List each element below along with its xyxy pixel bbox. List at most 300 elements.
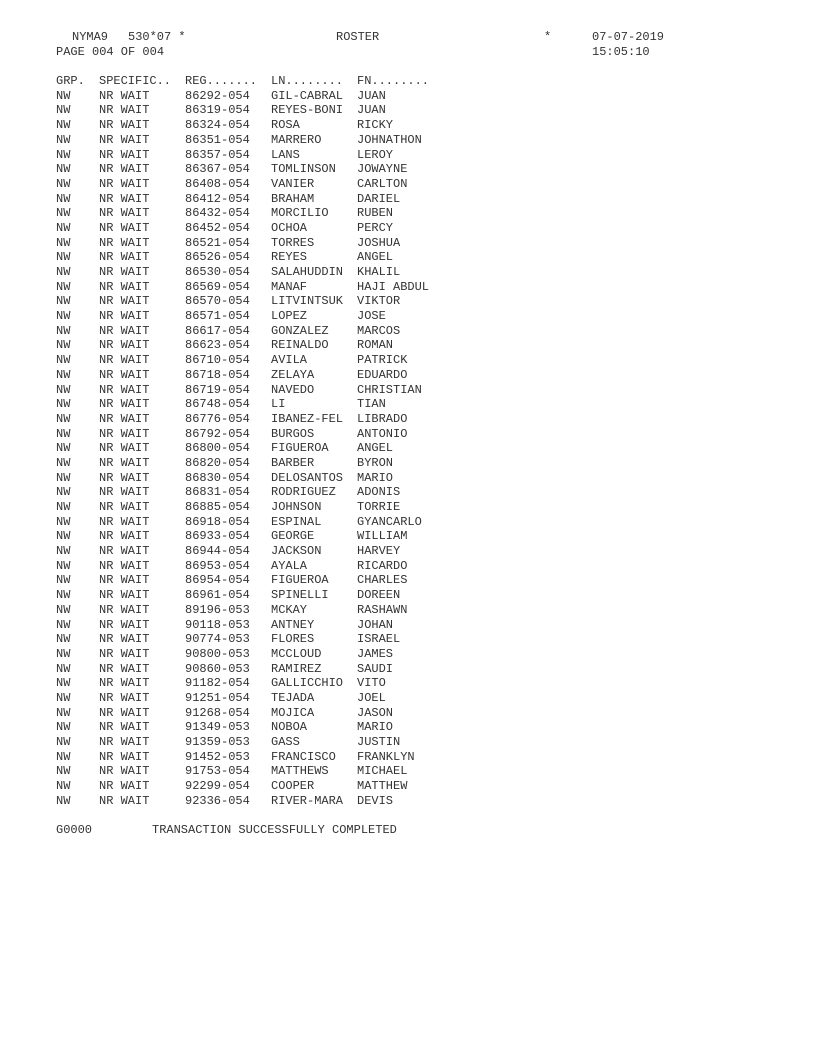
row-last-name: BARBER [271, 455, 315, 470]
row-last-name: VANIER [271, 176, 315, 191]
roster-row [56, 368, 756, 383]
row-specific: NR WAIT [99, 661, 150, 676]
row-grp: NW [56, 676, 71, 691]
row-reg-number: 86820-054 [185, 455, 250, 470]
row-reg-number: 86792-054 [185, 426, 250, 441]
row-reg-number: 86830-054 [185, 470, 250, 485]
row-last-name: LITVINTSUK [271, 294, 344, 309]
roster-row [56, 162, 756, 177]
row-last-name: FLORES [271, 632, 315, 647]
row-specific: NR WAIT [99, 676, 150, 691]
row-last-name: JACKSON [271, 544, 322, 559]
row-last-name: AVILA [271, 353, 308, 368]
row-reg-number: 92336-054 [185, 793, 250, 808]
row-reg-number: 86719-054 [185, 382, 250, 397]
row-reg-number: 91753-054 [185, 764, 250, 779]
roster-report [56, 30, 756, 838]
row-first-name: ISRAEL [357, 632, 401, 647]
row-grp: NW [56, 147, 71, 162]
row-first-name: RUBEN [357, 206, 394, 221]
row-grp: NW [56, 426, 71, 441]
row-specific: NR WAIT [99, 646, 150, 661]
row-grp: NW [56, 279, 71, 294]
row-reg-number: 86319-054 [185, 103, 250, 118]
row-reg-number: 92299-054 [185, 779, 250, 794]
row-first-name: ANTONIO [357, 426, 408, 441]
row-first-name: PATRICK [357, 353, 408, 368]
row-reg-number: 86408-054 [185, 176, 250, 191]
roster-rows [56, 89, 756, 809]
roster-row [56, 427, 756, 442]
row-reg-number: 86617-054 [185, 323, 250, 338]
status-line [56, 823, 756, 838]
row-grp: NW [56, 353, 71, 368]
row-last-name: NAVEDO [271, 382, 315, 397]
row-grp: NW [56, 441, 71, 456]
roster-row [56, 529, 756, 544]
row-specific: NR WAIT [99, 88, 150, 103]
roster-row [56, 309, 756, 324]
row-reg-number: 90118-053 [185, 617, 250, 632]
row-specific: NR WAIT [99, 265, 150, 279]
row-first-name: BYRON [357, 455, 394, 470]
row-specific: NR WAIT [99, 793, 150, 808]
row-grp: NW [56, 103, 71, 118]
roster-row [56, 353, 756, 368]
roster-row [56, 676, 756, 691]
row-reg-number: 89196-053 [185, 602, 250, 617]
column-header-reg: REG....... [185, 74, 258, 89]
row-last-name: REINALDO [271, 338, 329, 353]
row-reg-number: 86357-054 [185, 147, 250, 162]
row-first-name: LEROY [357, 147, 394, 162]
row-first-name: JUAN [357, 88, 386, 103]
header-star: * [544, 30, 552, 44]
row-specific: NR WAIT [99, 602, 150, 617]
system-id: NYMA9 [72, 30, 109, 44]
row-specific: NR WAIT [99, 279, 150, 294]
row-grp: NW [56, 176, 71, 191]
row-grp: NW [56, 573, 71, 588]
row-grp: NW [56, 485, 71, 500]
row-reg-number: 90860-053 [185, 661, 250, 676]
row-first-name: JASON [357, 705, 394, 720]
row-reg-number: 86718-054 [185, 367, 250, 382]
row-grp: NW [56, 529, 71, 544]
roster-row [56, 559, 756, 574]
row-first-name: JAMES [357, 646, 394, 661]
row-first-name: JOWAYNE [357, 162, 408, 177]
row-reg-number: 86452-054 [185, 220, 250, 235]
row-grp: NW [56, 558, 71, 573]
row-reg-number: 86710-054 [185, 353, 250, 368]
row-reg-number: 86432-054 [185, 206, 250, 221]
row-last-name: AYALA [271, 558, 308, 573]
row-specific: NR WAIT [99, 705, 150, 720]
status-message: TRANSACTION SUCCESSFULLY COMPLETED [152, 823, 397, 838]
row-reg-number: 86412-054 [185, 191, 250, 206]
row-grp: NW [56, 470, 71, 485]
row-grp: NW [56, 206, 71, 221]
row-reg-number: 86367-054 [185, 162, 250, 177]
row-first-name: JOHAN [357, 617, 394, 632]
row-last-name: ZELAYA [271, 367, 315, 382]
row-reg-number: 86292-054 [185, 88, 250, 103]
row-last-name: GONZALEZ [271, 323, 329, 338]
row-grp: NW [56, 514, 71, 529]
row-last-name: NOBOA [271, 720, 308, 735]
row-last-name: BURGOS [271, 426, 315, 441]
row-specific: NR WAIT [99, 220, 150, 235]
row-specific: NR WAIT [99, 690, 150, 705]
row-grp: NW [56, 646, 71, 661]
roster-row [56, 515, 756, 530]
row-last-name: GALLICCHIO [271, 676, 344, 691]
row-first-name: JOSHUA [357, 235, 401, 250]
row-reg-number: 86918-054 [185, 514, 250, 529]
roster-row [56, 735, 756, 750]
status-code: G0000 [56, 823, 93, 838]
row-first-name: CHRISTIAN [357, 382, 422, 397]
roster-row [56, 412, 756, 427]
row-grp: NW [56, 735, 71, 749]
row-last-name: BRAHAM [271, 191, 315, 206]
roster-row [56, 456, 756, 471]
column-header-ln: LN........ [271, 74, 344, 89]
row-last-name: REYES [271, 250, 308, 265]
row-specific: NR WAIT [99, 353, 150, 368]
row-last-name: SALAHUDDIN [271, 265, 344, 279]
row-reg-number: 86933-054 [185, 529, 250, 544]
row-reg-number: 86748-054 [185, 397, 250, 412]
row-first-name: HARVEY [357, 544, 401, 559]
row-specific: NR WAIT [99, 735, 150, 749]
roster-row [56, 662, 756, 677]
roster-row [56, 177, 756, 192]
roster-row [56, 647, 756, 662]
column-headers [56, 74, 756, 89]
row-last-name: MOJICA [271, 705, 315, 720]
row-grp: NW [56, 132, 71, 147]
row-last-name: GASS [271, 735, 300, 749]
report-header-line-1 [56, 30, 756, 45]
row-last-name: DELOSANTOS [271, 470, 344, 485]
row-grp: NW [56, 500, 71, 514]
roster-row [56, 779, 756, 794]
report-title: ROSTER [336, 30, 380, 44]
row-specific: NR WAIT [99, 191, 150, 206]
row-specific: NR WAIT [99, 206, 150, 221]
report-date: 07-07-2019 [592, 30, 665, 44]
row-first-name: TIAN [357, 397, 386, 412]
row-first-name: JUSTIN [357, 735, 401, 749]
row-specific: NR WAIT [99, 309, 150, 324]
row-reg-number: 90800-053 [185, 646, 250, 661]
row-specific: NR WAIT [99, 632, 150, 647]
row-grp: NW [56, 764, 71, 779]
row-first-name: FRANKLYN [357, 749, 415, 764]
roster-row [56, 265, 756, 280]
row-first-name: GYANCARLO [357, 514, 422, 529]
row-specific: NR WAIT [99, 720, 150, 735]
row-first-name: JOHNATHON [357, 132, 422, 147]
column-header-specific: SPECIFIC.. [99, 74, 172, 89]
row-first-name: DOREEN [357, 588, 401, 603]
roster-row [56, 89, 756, 104]
roster-row [56, 691, 756, 706]
row-first-name: JOEL [357, 690, 386, 705]
row-reg-number: 86521-054 [185, 235, 250, 250]
row-reg-number: 86953-054 [185, 558, 250, 573]
row-specific: NR WAIT [99, 250, 150, 265]
column-header-grp: GRP. [56, 74, 85, 89]
page-indicator: PAGE 004 OF 004 [56, 44, 165, 59]
row-last-name: REYES-BONI [271, 103, 344, 118]
row-specific: NR WAIT [99, 749, 150, 764]
row-last-name: RIVER-MARA [271, 793, 344, 808]
row-grp: NW [56, 661, 71, 676]
row-reg-number: 86571-054 [185, 309, 250, 324]
row-last-name: MCKAY [271, 602, 308, 617]
row-first-name: JUAN [357, 103, 386, 118]
roster-row [56, 618, 756, 633]
row-reg-number: 91452-053 [185, 749, 250, 764]
row-specific: NR WAIT [99, 367, 150, 382]
roster-row [56, 485, 756, 500]
row-specific: NR WAIT [99, 779, 150, 794]
row-specific: NR WAIT [99, 558, 150, 573]
row-grp: NW [56, 162, 71, 177]
row-last-name: RODRIGUEZ [271, 485, 336, 500]
row-specific: NR WAIT [99, 411, 150, 426]
row-first-name: HAJI ABDUL [357, 279, 430, 294]
row-reg-number: 90774-053 [185, 632, 250, 647]
row-grp: NW [56, 705, 71, 720]
row-reg-number: 91359-053 [185, 735, 250, 749]
row-reg-number: 91182-054 [185, 676, 250, 691]
row-first-name: WILLIAM [357, 529, 408, 544]
roster-row [56, 192, 756, 207]
row-first-name: ADONIS [357, 485, 401, 500]
row-grp: NW [56, 749, 71, 764]
row-last-name: FIGUEROA [271, 441, 329, 456]
row-grp: NW [56, 367, 71, 382]
row-specific: NR WAIT [99, 529, 150, 544]
row-last-name: FIGUEROA [271, 573, 329, 588]
row-specific: NR WAIT [99, 485, 150, 500]
row-reg-number: 86961-054 [185, 588, 250, 603]
row-grp: NW [56, 544, 71, 559]
row-reg-number: 86831-054 [185, 485, 250, 500]
roster-row [56, 206, 756, 221]
roster-row [56, 794, 756, 809]
row-last-name: RAMIREZ [271, 661, 322, 676]
roster-row [56, 750, 756, 765]
row-grp: NW [56, 690, 71, 705]
row-first-name: TORRIE [357, 500, 401, 514]
spacer [56, 808, 756, 823]
row-specific: NR WAIT [99, 455, 150, 470]
row-last-name: IBANEZ-FEL [271, 411, 344, 426]
roster-row [56, 118, 756, 133]
roster-row [56, 338, 756, 353]
row-reg-number: 86776-054 [185, 411, 250, 426]
row-grp: NW [56, 265, 71, 279]
row-last-name: MARRERO [271, 132, 322, 147]
row-grp: NW [56, 191, 71, 206]
row-specific: NR WAIT [99, 470, 150, 485]
roster-row [56, 603, 756, 618]
row-last-name: SPINELLI [271, 588, 329, 603]
row-reg-number: 86530-054 [185, 265, 250, 279]
row-grp: NW [56, 602, 71, 617]
row-last-name: MATTHEWS [271, 764, 329, 779]
row-grp: NW [56, 309, 71, 324]
row-specific: NR WAIT [99, 500, 150, 514]
row-grp: NW [56, 779, 71, 794]
roster-row [56, 764, 756, 779]
row-first-name: RASHAWN [357, 602, 408, 617]
row-specific: NR WAIT [99, 235, 150, 250]
row-first-name: PERCY [357, 220, 394, 235]
row-first-name: JOSE [357, 309, 386, 324]
row-last-name: ANTNEY [271, 617, 315, 632]
row-last-name: FRANCISCO [271, 749, 336, 764]
row-grp: NW [56, 411, 71, 426]
roster-row [56, 471, 756, 486]
row-specific: NR WAIT [99, 573, 150, 588]
row-reg-number: 86324-054 [185, 118, 250, 133]
roster-row [56, 280, 756, 295]
row-reg-number: 91349-053 [185, 720, 250, 735]
row-last-name: TOMLINSON [271, 162, 336, 177]
row-first-name: EDUARDO [357, 367, 408, 382]
row-grp: NW [56, 632, 71, 647]
row-specific: NR WAIT [99, 441, 150, 456]
row-last-name: ESPINAL [271, 514, 322, 529]
row-specific: NR WAIT [99, 617, 150, 632]
row-first-name: MICHAEL [357, 764, 408, 779]
report-time: 15:05:10 [592, 44, 650, 59]
roster-row [56, 383, 756, 398]
row-grp: NW [56, 250, 71, 265]
row-grp: NW [56, 88, 71, 103]
row-reg-number: 86944-054 [185, 544, 250, 559]
row-first-name: CHARLES [357, 573, 408, 588]
report-header-line-2 [56, 45, 756, 60]
row-last-name: LI [271, 397, 286, 412]
row-grp: NW [56, 397, 71, 412]
row-last-name: TORRES [271, 235, 315, 250]
row-specific: NR WAIT [99, 544, 150, 559]
row-specific: NR WAIT [99, 323, 150, 338]
row-last-name: LOPEZ [271, 309, 308, 324]
roster-row [56, 500, 756, 515]
spacer [56, 59, 756, 74]
roster-row [56, 720, 756, 735]
row-specific: NR WAIT [99, 397, 150, 412]
roster-row [56, 324, 756, 339]
row-last-name: GEORGE [271, 529, 315, 544]
row-specific: NR WAIT [99, 764, 150, 779]
row-last-name: JOHNSON [271, 500, 322, 514]
row-last-name: OCHOA [271, 220, 308, 235]
row-first-name: ANGEL [357, 250, 394, 265]
row-first-name: DARIEL [357, 191, 401, 206]
row-specific: NR WAIT [99, 588, 150, 603]
roster-row [56, 221, 756, 236]
row-grp: NW [56, 455, 71, 470]
row-reg-number: 86569-054 [185, 279, 250, 294]
row-first-name: KHALIL [357, 265, 401, 279]
row-reg-number: 91251-054 [185, 690, 250, 705]
row-specific: NR WAIT [99, 118, 150, 133]
row-specific: NR WAIT [99, 176, 150, 191]
row-specific: NR WAIT [99, 294, 150, 309]
roster-row [56, 573, 756, 588]
row-first-name: MARIO [357, 720, 394, 735]
row-grp: NW [56, 588, 71, 603]
roster-row [56, 544, 756, 559]
row-last-name: ROSA [271, 118, 300, 133]
roster-row [56, 441, 756, 456]
roster-row [56, 588, 756, 603]
row-last-name: MANAF [271, 279, 308, 294]
row-first-name: CARLTON [357, 176, 408, 191]
row-last-name: TEJADA [271, 690, 315, 705]
row-specific: NR WAIT [99, 338, 150, 353]
row-grp: NW [56, 294, 71, 309]
roster-row [56, 133, 756, 148]
row-first-name: ANGEL [357, 441, 394, 456]
row-last-name: GIL-CABRAL [271, 88, 344, 103]
roster-row [56, 706, 756, 721]
row-first-name: DEVIS [357, 793, 394, 808]
unit-code: 530*07 * [128, 30, 186, 44]
row-first-name: RICKY [357, 118, 394, 133]
roster-row [56, 236, 756, 251]
row-first-name: SAUDI [357, 661, 394, 676]
row-last-name: COOPER [271, 779, 315, 794]
row-first-name: ROMAN [357, 338, 394, 353]
row-first-name: LIBRADO [357, 411, 408, 426]
row-last-name: MORCILIO [271, 206, 329, 221]
row-reg-number: 86526-054 [185, 250, 250, 265]
row-reg-number: 86570-054 [185, 294, 250, 309]
row-grp: NW [56, 793, 71, 808]
row-reg-number: 86885-054 [185, 500, 250, 514]
row-specific: NR WAIT [99, 514, 150, 529]
row-reg-number: 91268-054 [185, 705, 250, 720]
roster-row [56, 103, 756, 118]
roster-row [56, 632, 756, 647]
row-specific: NR WAIT [99, 382, 150, 397]
row-specific: NR WAIT [99, 147, 150, 162]
roster-row [56, 250, 756, 265]
row-specific: NR WAIT [99, 103, 150, 118]
row-specific: NR WAIT [99, 162, 150, 177]
row-grp: NW [56, 382, 71, 397]
row-first-name: RICARDO [357, 558, 408, 573]
row-reg-number: 86954-054 [185, 573, 250, 588]
row-reg-number: 86800-054 [185, 441, 250, 456]
row-first-name: MARCOS [357, 323, 401, 338]
row-first-name: VIKTOR [357, 294, 401, 309]
roster-row [56, 294, 756, 309]
row-first-name: VITO [357, 676, 386, 691]
row-grp: NW [56, 118, 71, 133]
roster-row [56, 397, 756, 412]
